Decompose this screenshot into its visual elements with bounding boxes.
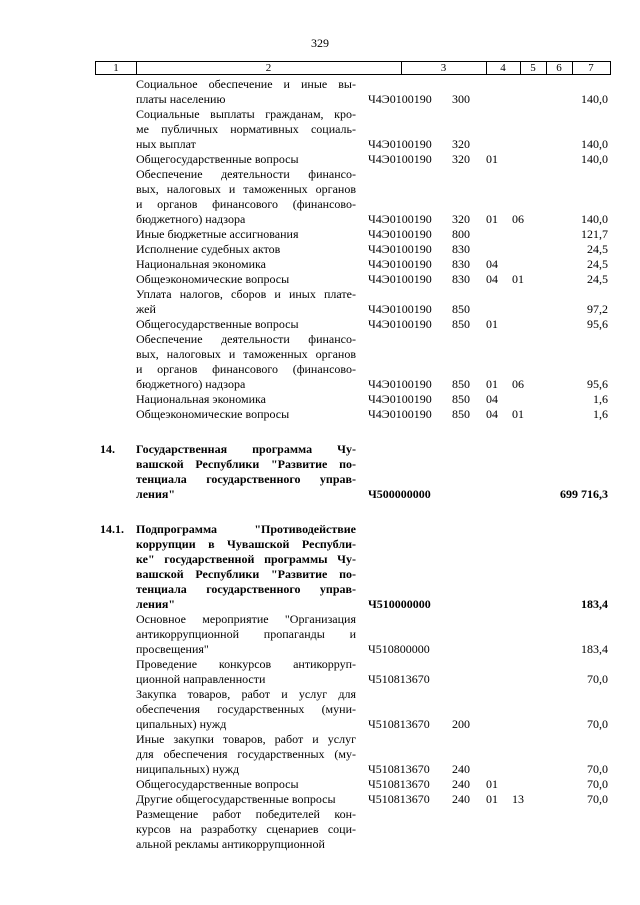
target-article-code: Ч510813670	[368, 717, 430, 731]
table-row	[0, 522, 640, 612]
amount: 121,7	[581, 227, 608, 241]
amount: 70,0	[587, 717, 608, 731]
amount: 24,5	[587, 272, 608, 286]
row-name: Общегосударственные вопросы	[136, 152, 299, 166]
amount: 183,4	[581, 642, 608, 656]
table-row	[0, 167, 640, 227]
expense-type-code: 850	[452, 392, 470, 406]
table-row	[0, 152, 640, 167]
table-row	[0, 792, 640, 807]
row-name: Обеспечение деятельности финансо- вых, налоговых и таможенных органов и органов финансового (финансово- бюджетного) надзора	[136, 167, 356, 226]
table-row	[0, 777, 640, 792]
amount: 24,5	[587, 257, 608, 271]
target-article-code: Ч4Э0100190	[368, 152, 432, 166]
header-col-2: 2	[136, 62, 402, 74]
amount: 70,0	[587, 762, 608, 776]
section-code: 04	[486, 272, 498, 286]
target-article-code: Ч510813670	[368, 777, 430, 791]
section-code: 01	[486, 212, 498, 226]
target-article-code: Ч4Э0100190	[368, 302, 432, 316]
section-code: 04	[486, 407, 498, 421]
expense-type-code: 200	[452, 717, 470, 731]
amount: 1,6	[593, 407, 608, 421]
expense-type-code: 240	[452, 762, 470, 776]
section-code: 01	[486, 792, 498, 806]
row-name: Другие общегосударственные вопросы	[136, 792, 336, 806]
amount: 1,6	[593, 392, 608, 406]
table-row	[0, 442, 640, 502]
amount: 140,0	[581, 137, 608, 151]
section-code: 04	[486, 392, 498, 406]
amount: 699 716,3	[560, 487, 608, 501]
target-article-code: Ч4Э0100190	[368, 392, 432, 406]
expense-type-code: 850	[452, 407, 470, 421]
row-name: Государственная программа Чу- вашской Республики "Развитие по- тенциала государственного управ- ления"	[136, 442, 356, 501]
amount: 95,6	[587, 377, 608, 391]
row-name: Проведение конкурсов антикорруп- ционной направленности	[136, 657, 356, 686]
table-row	[0, 392, 640, 407]
table-row	[0, 332, 640, 392]
row-name: Исполнение судебных актов	[136, 242, 281, 256]
section-code: 01	[486, 777, 498, 791]
row-name: Национальная экономика	[136, 392, 266, 406]
target-article-code: Ч510800000	[368, 642, 430, 656]
table-row	[0, 227, 640, 242]
amount: 140,0	[581, 152, 608, 166]
row-name: Иные бюджетные ассигнования	[136, 227, 299, 241]
expense-type-code: 850	[452, 377, 470, 391]
target-article-code: Ч4Э0100190	[368, 377, 432, 391]
expense-type-code: 830	[452, 272, 470, 286]
target-article-code: Ч4Э0100190	[368, 272, 432, 286]
expense-type-code: 830	[452, 257, 470, 271]
expense-type-code: 850	[452, 317, 470, 331]
row-name: Обеспечение деятельности финансо- вых, налоговых и таможенных органов и органов финансового (финансово- бюджетного) надзора	[136, 332, 356, 391]
subsection-code: 06	[512, 212, 524, 226]
header-col-1: 1	[96, 62, 137, 74]
amount: 70,0	[587, 792, 608, 806]
subsection-code: 01	[512, 407, 524, 421]
target-article-code: Ч4Э0100190	[368, 317, 432, 331]
expense-type-code: 240	[452, 777, 470, 791]
subsection-code: 01	[512, 272, 524, 286]
section-code: 01	[486, 377, 498, 391]
row-name: Закупка товаров, работ и услуг для обеспечения государственных (муни- ципальных) нужд	[136, 687, 356, 731]
row-name: Социальные выплаты гражданам, кро- ме публичных нормативных социаль- ных выплат	[136, 107, 356, 151]
table-row	[0, 407, 640, 422]
table-body	[0, 77, 640, 852]
amount: 70,0	[587, 777, 608, 791]
page-number: 329	[311, 36, 329, 50]
row-name: Основное мероприятие "Организация антикоррупционной пропаганды и просвещения"	[136, 612, 356, 656]
section-code: 04	[486, 257, 498, 271]
amount: 24,5	[587, 242, 608, 256]
row-number: 14.	[100, 442, 115, 456]
header-col-5: 5	[520, 62, 547, 74]
header-col-6: 6	[546, 62, 573, 74]
target-article-code: Ч510813670	[368, 672, 430, 686]
target-article-code: Ч4Э0100190	[368, 242, 432, 256]
expense-type-code: 320	[452, 152, 470, 166]
section-code: 01	[486, 317, 498, 331]
table-row	[0, 807, 640, 852]
row-name: Подпрограмма "Противодействие коррупции в Чувашской Республи- ке" государственной программы Чу- вашской Республики "Развитие по- тенциала государственного управ- ления"	[136, 522, 356, 611]
expense-type-code: 800	[452, 227, 470, 241]
row-name: Общеэкономические вопросы	[136, 407, 290, 421]
table-row	[0, 317, 640, 332]
expense-type-code: 850	[452, 302, 470, 316]
target-article-code: Ч4Э0100190	[368, 212, 432, 226]
row-number: 14.1.	[100, 522, 124, 536]
table-row	[0, 257, 640, 272]
subsection-code: 13	[512, 792, 524, 806]
amount: 95,6	[587, 317, 608, 331]
table-row	[0, 287, 640, 317]
target-article-code: Ч510813670	[368, 792, 430, 806]
target-article-code: Ч4Э0100190	[368, 137, 432, 151]
amount: 140,0	[581, 212, 608, 226]
table-row	[0, 242, 640, 257]
target-article-code: Ч4Э0100190	[368, 407, 432, 421]
table-row	[0, 612, 640, 657]
table-row	[0, 107, 640, 152]
target-article-code: Ч510813670	[368, 762, 430, 776]
target-article-code: Ч4Э0100190	[368, 257, 432, 271]
row-name: Социальное обеспечение и иные вы- платы населению	[136, 77, 356, 106]
expense-type-code: 830	[452, 242, 470, 256]
header-col-3: 3	[401, 62, 487, 74]
row-name: Национальная экономика	[136, 257, 266, 271]
section-code: 01	[486, 152, 498, 166]
row-name: Общегосударственные вопросы	[136, 317, 299, 331]
amount: 183,4	[581, 597, 608, 611]
table-row	[0, 657, 640, 687]
amount: 140,0	[581, 92, 608, 106]
row-name: Общеэкономические вопросы	[136, 272, 290, 286]
target-article-code: Ч500000000	[368, 487, 431, 501]
expense-type-code: 320	[452, 137, 470, 151]
row-name: Иные закупки товаров, работ и услуг для обеспечения государственных (му- ниципальных) нужд	[136, 732, 356, 776]
target-article-code: Ч510000000	[368, 597, 431, 611]
amount: 97,2	[587, 302, 608, 316]
header-col-4: 4	[486, 62, 521, 74]
header-col-7: 7	[588, 62, 594, 74]
row-name: Общегосударственные вопросы	[136, 777, 299, 791]
table-row	[0, 687, 640, 732]
table-row	[0, 77, 640, 107]
subsection-code: 06	[512, 377, 524, 391]
table-row	[0, 732, 640, 777]
expense-type-code: 300	[452, 92, 470, 106]
table-row	[0, 272, 640, 287]
row-name: Уплата налогов, сборов и иных плате- жей	[136, 287, 356, 316]
amount: 70,0	[587, 672, 608, 686]
row-name: Размещение работ победителей кон- курсов на разработку сценариев соци- альной рекламы антикоррупционной	[136, 807, 356, 851]
expense-type-code: 320	[452, 212, 470, 226]
table-header	[95, 61, 611, 75]
target-article-code: Ч4Э0100190	[368, 227, 432, 241]
target-article-code: Ч4Э0100190	[368, 92, 432, 106]
expense-type-code: 240	[452, 792, 470, 806]
